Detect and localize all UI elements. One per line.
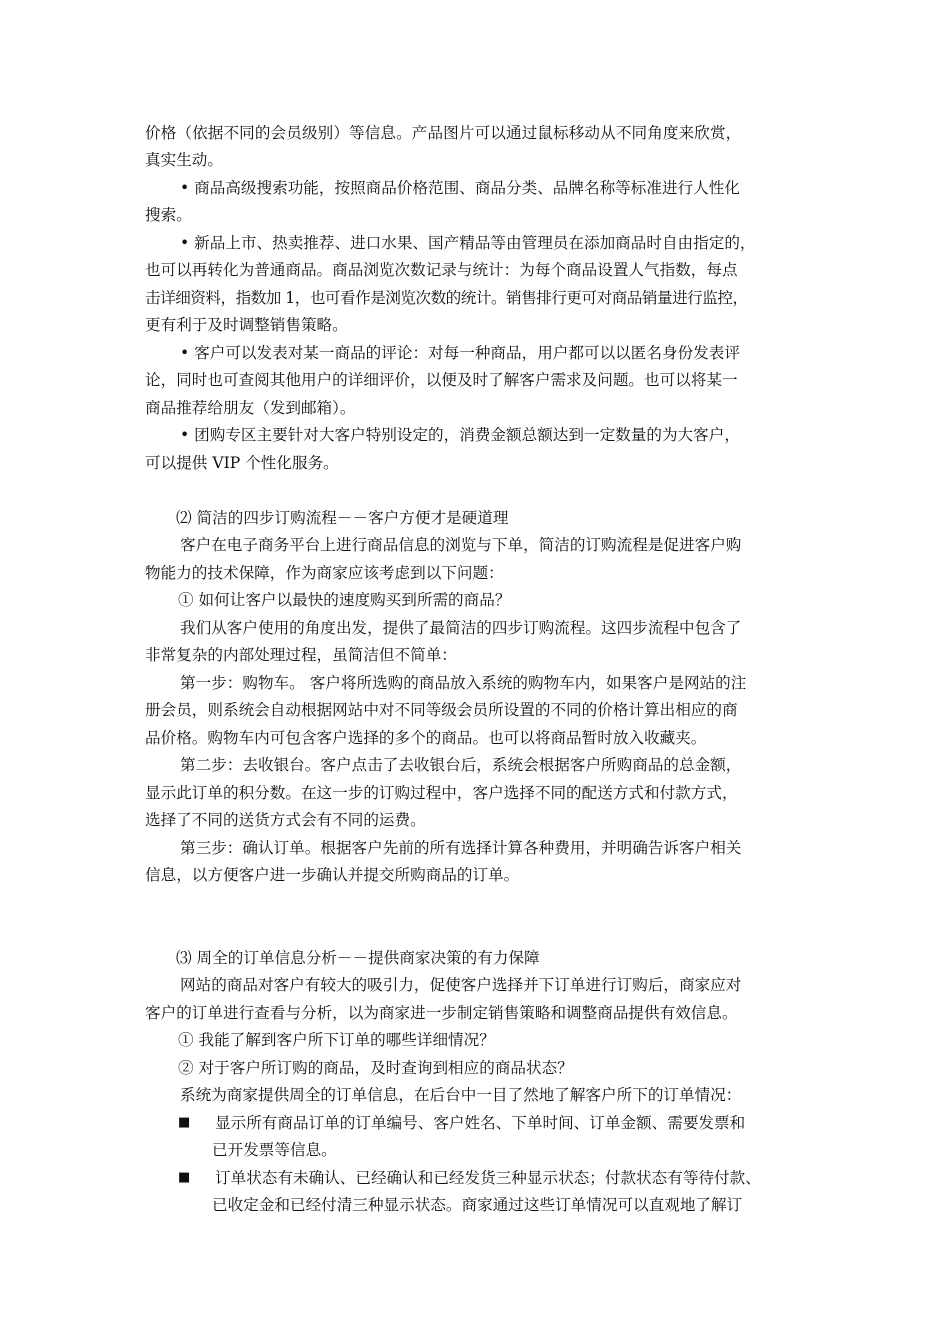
text-line: 第二步：去收银台。客户点击了去收银台后，系统会根据客户所购商品的总金额， xyxy=(180,756,742,774)
section-heading: ⑶ 周全的订单信息分析－－提供商家决策的有力保障 xyxy=(176,949,540,967)
question-item: ① 我能了解到客户所下订单的哪些详细情况？ xyxy=(178,1031,495,1049)
text-line: 信息，以方便客户进一步确认并提交所购商品的订单。 xyxy=(145,866,520,884)
text-line: 显示所有商品订单的订单编号、客户姓名、下单时间、订单金额、需要发票和 xyxy=(215,1114,746,1132)
text-line: 客户在电子商务平台上进行商品信息的浏览与下单，简洁的订购流程是促进客户购 xyxy=(180,536,742,554)
text-line: 我们从客户使用的角度出发，提供了最简洁的四步订购流程。这四步流程中包含了 xyxy=(180,619,742,637)
section-heading: ⑵ 简洁的四步订购流程－－客户方便才是硬道理 xyxy=(176,509,509,527)
text-line: 第三步：确认订单。根据客户先前的所有选择计算各种费用，并明确告诉客户相关 xyxy=(180,839,742,857)
text-line: 论，同时也可查阅其他用户的详细评价，以便及时了解客户需求及问题。也可以将某一 xyxy=(145,371,738,389)
text-line: 已收定金和已经付清三种显示状态。商家通过这些订单情况可以直观地了解订 xyxy=(212,1196,743,1214)
text-line: 价格（依据不同的会员级别）等信息。产品图片可以通过鼠标移动从不同角度来欣赏， xyxy=(145,124,742,142)
text-line: 也可以再转化为普通商品。商品浏览次数记录与统计：为每个商品设置人气指数，每点 xyxy=(145,261,738,279)
text-line: 显示此订单的积分数。在这一步的订购过程中，客户选择不同的配送方式和付款方式， xyxy=(145,784,738,802)
text-line: 击详细资料，指数加 1，也可看作是浏览次数的统计。销售排行更可对商品销量进行监控， xyxy=(145,289,748,307)
text-line: 系统为商家提供周全的订单信息，在后台中一目了然地了解客户所下的订单情况： xyxy=(180,1086,742,1104)
text-line: 可以提供 VIP 个性化服务。 xyxy=(145,454,339,472)
question-item: ① 如何让客户以最快的速度购买到所需的商品？ xyxy=(178,591,511,609)
text-line: 客户的订单进行查看与分析，以为商家进一步制定销售策略和调整商品提供有效信息。 xyxy=(145,1004,738,1022)
text-line: 选择了不同的送货方式会有不同的运费。 xyxy=(145,811,426,829)
text-line: 商品推荐给朋友（发到邮箱）。 xyxy=(145,399,356,417)
text-line: 搜索。 xyxy=(145,206,192,224)
text-line: 网站的商品对客户有较大的吸引力，促使客户选择并下订单进行订购后，商家应对 xyxy=(180,976,742,994)
text-line: • 商品高级搜索功能，按照商品价格范围、商品分类、品牌名称等标准进行人性化 xyxy=(180,179,740,197)
text-line: 第一步：购物车。 客户将所选购的商品放入系统的购物车内，如果客户是网站的注 xyxy=(180,674,747,692)
text-line: 品价格。购物车内可包含客户选择的多个的商品。也可以将商品暂时放入收藏夹。 xyxy=(145,729,707,747)
text-line: 更有利于及时调整销售策略。 xyxy=(145,316,348,334)
text-line: • 新品上市、热卖推荐、进口水果、国产精品等由管理员在添加商品时自由指定的， xyxy=(180,234,756,252)
text-line: 已开发票等信息。 xyxy=(212,1141,337,1159)
square-bullet: ■ xyxy=(178,1115,191,1130)
text-line: • 客户可以发表对某一商品的评论：对每一种商品，用户都可以以匿名身份发表评 xyxy=(180,344,740,362)
text-line: 非常复杂的内部处理过程，虽简洁但不简单： xyxy=(145,646,457,664)
question-item: ② 对于客户所订购的商品，及时查询到相应的商品状态？ xyxy=(178,1059,573,1077)
text-line: 物能力的技术保障，作为商家应该考虑到以下问题： xyxy=(145,564,504,582)
text-line: • 团购专区主要针对大客户特别设定的，消费金额总额达到一定数量的为大客户， xyxy=(180,426,740,444)
square-bullet: ■ xyxy=(178,1170,191,1185)
text-line: 册会员，则系统会自动根据网站中对不同等级会员所设置的不同的价格计算出相应的商 xyxy=(145,701,738,719)
text-line: 订单状态有未确认、已经确认和已经发货三种显示状态；付款状态有等待付款、 xyxy=(215,1169,761,1187)
text-line: 真实生动。 xyxy=(145,151,223,169)
